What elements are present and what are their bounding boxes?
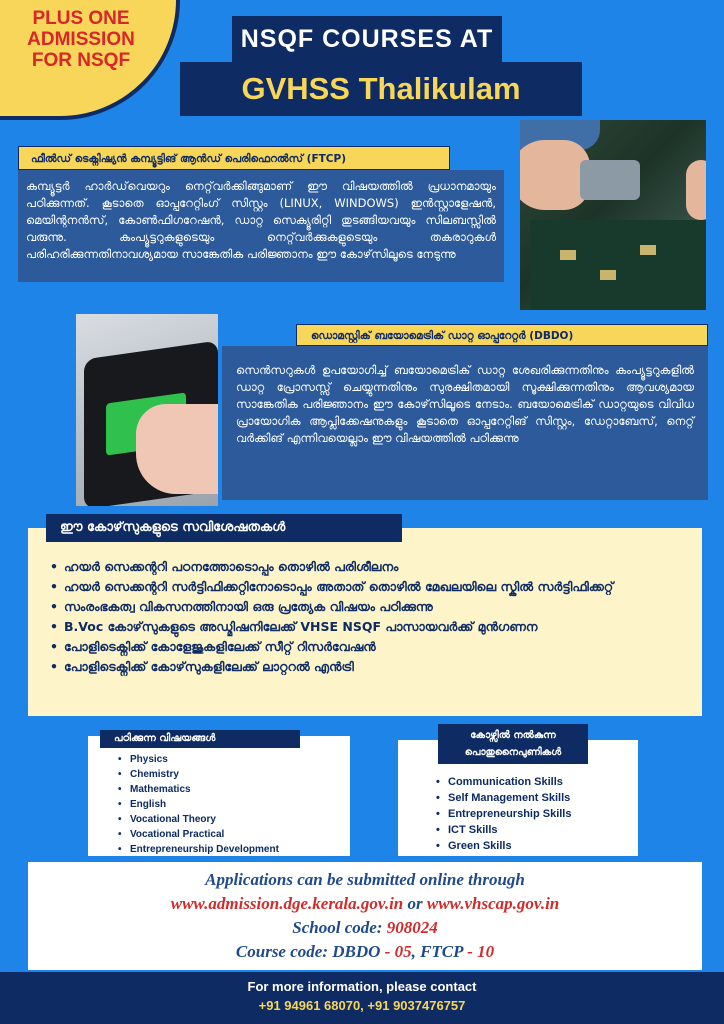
school-code-line [28, 916, 702, 940]
list-item: • Communication Skills [436, 774, 571, 790]
apply-urls [28, 892, 702, 916]
list-item: • Vocational Practical [118, 827, 279, 842]
badge-text: PLUS ONE ADMISSION FOR NSQF [27, 8, 135, 71]
list-item: • പോളിടെക്നിക്ക് കോഴ്‌സുകളിലേക്ക് ലാറ്ററൽ എൻട്രി [50, 658, 690, 676]
school-code-value: 908024 [386, 918, 438, 937]
ftcp-description: കമ്പ്യൂട്ടർ ഹാർഡ്‌വെയറും നെറ്റ്‌വർക്കിങ്ങുമാണ് ഈ വിഷയത്തിൽ പ്രധാനമായും പഠിക്കുന്നത്. കൂടാതെ ഓപ്പറേറ്റിംഗ് സിസ്റ്റം (LINUX, WINDOWS) ഇൻസ്റ്റാളേഷൻ, മെയിന്റനൻസ്, കോൺഫിഗറേഷൻ, ഡാറ്റ സെക്യൂരിറ്റി തുടങ്ങിയവയും സിലബസ്സിൽ വരുന്നു. കംപ്യൂട്ടറുകളുടെയും നെറ്റ്‌വർക്കുകളുടെയും തകരാറുകൾ പരിഹരിക്കുന്നതിനാവശ്യമായ സാങ്കേതിക പരിജ്ഞാനം ഈ കോഴ്‌സിലൂടെ നേടുന്നു [18, 170, 504, 282]
features-heading: ഈ കോഴ്‌സുകളുടെ സവിശേഷതകൾ [46, 514, 402, 542]
list-item: • ഹയർ സെക്കന്ററി പഠനത്തോടൊപ്പം തൊഴിൽ പരിശീലനം [50, 558, 690, 576]
admission-link[interactable]: www.admission.dge.kerala.gov.in [170, 894, 404, 913]
subjects-list [118, 752, 279, 857]
ftcp-code: - 10 [462, 942, 495, 961]
subjects-panel [88, 736, 350, 856]
ftcp-course-label: ഫീൽഡ് ടെക്നിഷ്യൻ കമ്പ്യൂട്ടിങ് ആൻഡ് പെരിഫെറൽസ് (FTCP) [18, 146, 450, 170]
list-item: • Green Skills [436, 838, 571, 854]
computer-hardware-photo [520, 120, 706, 310]
phone-numbers: +91 94961 68070, +91 9037476757 [258, 998, 466, 1013]
list-item: • English [118, 797, 279, 812]
dbdo-course-label: ഡൊമസ്റ്റിക് ബയോമെട്രിക് ഡാറ്റ ഓപ്പറേറ്റർ (DBDO) [296, 324, 708, 346]
list-item: • Entrepreneurship Development [118, 842, 279, 857]
course-code-line [28, 940, 702, 964]
application-info [28, 862, 702, 970]
skills-heading-line1: കോഴ്സിൽ നൽകുന്ന [470, 730, 556, 741]
skills-heading-line2: പൊതുനൈപുണികൾ [464, 747, 562, 758]
contact-footer [0, 972, 724, 1024]
apply-text: Applications can be submitted online through [205, 870, 525, 889]
dbdo-code: - 05 [380, 942, 412, 961]
header-line1: NSQF COURSES AT [232, 16, 502, 62]
school-code-label: School code: [292, 918, 387, 937]
list-item: • ICT Skills [436, 822, 571, 838]
list-item: • Self Management Skills [436, 790, 571, 806]
list-item: • B.Voc കോഴ്‌സുകളുടെ അഡ്മിഷനിലേക്ക് VHSE NSQF പാസായവർക്ക് മുൻഗണന [50, 618, 690, 636]
course-code-sep: , FTCP [411, 942, 463, 961]
list-item: • സംരംഭകത്വ വികസനത്തിനായി ഒരു പ്രത്യേക വിഷയം പഠിക്കുന്നു [50, 598, 690, 616]
list-item: • Mathematics [118, 782, 279, 797]
skills-list [436, 774, 571, 854]
subjects-heading: പഠിക്കുന്ന വിഷയങ്ങൾ [100, 730, 300, 748]
contact-text: For more information, please contact [247, 979, 477, 994]
features-list [50, 558, 690, 678]
features-panel [28, 528, 702, 716]
dbdo-description: സെൻസറുകൾ ഉപയോഗിച്ച് ബയോമെട്രിക് ഡാറ്റ ശേഖരിക്കുന്നതിനും കംപ്യൂട്ടറുകളിൽ ഡാറ്റ പ്രോസസ്സ് ചെയ്യുന്നതിനും സുരക്ഷിതമായി സൂക്ഷിക്കുന്നതിനും ആവശ്യമായ സാങ്കേതിക പരിജ്ഞാനം ഈ കോഴ്‌സിലൂടെ നേടാം. ബയോമെട്രിക് ഡാറ്റയുടെ വിവിധ പ്രായോഗിക ആപ്ലിക്കേഷനുകളും കൂടാതെ ഓപ്പറേറ്റിങ് സിസ്റ്റം, ഡേറ്റാബേസ്, നെറ്റ് വർക്കിങ് എന്നിവയെല്ലാം ഈ വിഷയത്തിൽ പഠിക്കുന്നു [222, 346, 708, 500]
vhscap-link[interactable]: www.vhscap.gov.in [426, 894, 560, 913]
list-item: • Chemistry [118, 767, 279, 782]
list-item: • Entrepreneurship Skills [436, 806, 571, 822]
skills-heading [438, 724, 588, 764]
list-item: • ഹയർ സെക്കന്ററി സർട്ടിഫിക്കറ്റിനോടൊപ്പം അതാത് തൊഴിൽ മേഖലയിലെ സ്കിൽ സർട്ടിഫിക്കറ്റ് [50, 578, 690, 596]
course-code-label: Course code: DBDO [235, 942, 381, 961]
list-item: • പോളിടെക്നിക്ക് കോളേജുകളിലേക്ക് സീറ്റ് റിസർവേഷൻ [50, 638, 690, 656]
fingerprint-scanner-photo [76, 314, 218, 506]
list-item: • Physics [118, 752, 279, 767]
or-text: or [403, 894, 427, 913]
page-title: GVHSS Thalikulam [180, 62, 582, 116]
list-item: • Vocational Theory [118, 812, 279, 827]
